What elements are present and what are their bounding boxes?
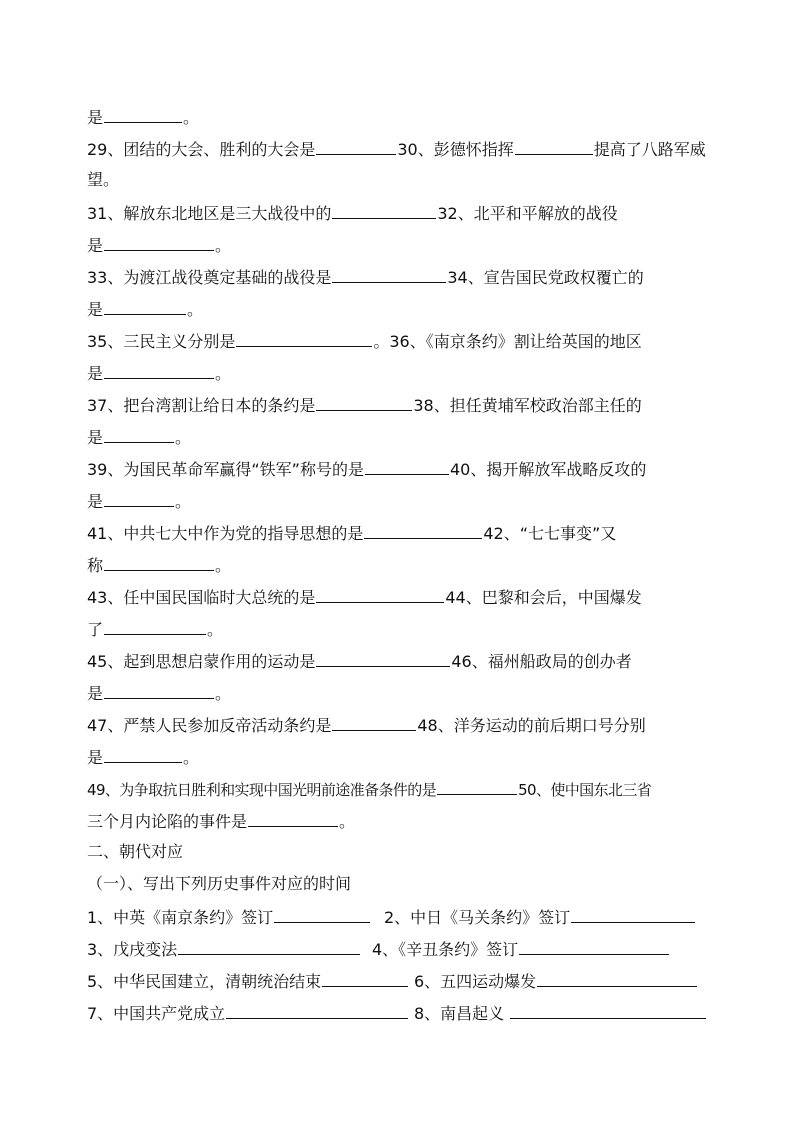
question-41-42 bbox=[87, 522, 707, 544]
question-36-continuation bbox=[87, 362, 707, 384]
date-blank[interactable] bbox=[519, 938, 669, 955]
question-32-continuation bbox=[87, 234, 707, 256]
answer-blank[interactable] bbox=[332, 266, 446, 283]
question-47-48 bbox=[87, 714, 707, 736]
event-label: 3、戊戌变法 bbox=[87, 940, 178, 959]
event-label: 2、中日《马关条约》签订 bbox=[384, 908, 571, 927]
question-text: 47、严禁人民参加反帝活动条约是 bbox=[87, 716, 332, 735]
answer-blank[interactable] bbox=[365, 458, 449, 475]
event-item-7 bbox=[87, 1002, 417, 1024]
event-item-3 bbox=[87, 938, 387, 960]
text: 。 bbox=[187, 300, 204, 319]
text: 。 bbox=[175, 428, 192, 447]
text: 。 bbox=[175, 492, 192, 511]
event-label: 7、中国共产党成立 bbox=[87, 1004, 226, 1023]
question-30-continuation bbox=[87, 170, 707, 192]
event-label: 8、南昌起义 bbox=[414, 1004, 505, 1023]
question-text: 32、北平和平解放的战役 bbox=[437, 204, 618, 223]
text: 称 bbox=[87, 556, 104, 575]
date-blank[interactable] bbox=[178, 938, 360, 955]
answer-blank[interactable] bbox=[332, 202, 436, 219]
question-35-36 bbox=[87, 330, 707, 352]
text: 。 bbox=[183, 748, 200, 767]
event-item-2 bbox=[384, 906, 704, 928]
event-item-1 bbox=[87, 906, 387, 928]
question-text: 33、为渡江战役奠定基础的战役是 bbox=[87, 268, 332, 287]
text: 是 bbox=[87, 684, 104, 703]
question-38-continuation bbox=[87, 426, 707, 448]
answer-blank[interactable] bbox=[332, 714, 416, 731]
question-29-30 bbox=[87, 138, 707, 160]
text: 。 bbox=[339, 812, 356, 831]
question-text: 45、起到思想启蒙作用的运动是 bbox=[87, 652, 316, 671]
question-text: 42、“七七事变”又 bbox=[483, 524, 617, 543]
question-text: 49、为争取抗日胜利和实现中国光明前途准备条件的是 bbox=[87, 781, 437, 799]
question-text: 38、担任黄埔军校政治部主任的 bbox=[413, 396, 642, 415]
question-text: 提高了八路军威 bbox=[593, 140, 706, 159]
event-label: 6、五四运动爆发 bbox=[414, 972, 537, 991]
text: 是 bbox=[87, 108, 104, 127]
question-49-50 bbox=[87, 778, 707, 800]
question-40-continuation bbox=[87, 490, 707, 512]
answer-blank[interactable] bbox=[104, 746, 182, 763]
text: 是 bbox=[87, 428, 104, 447]
event-item-6 bbox=[414, 970, 704, 992]
text: 。 bbox=[215, 364, 232, 383]
answer-blank[interactable] bbox=[236, 330, 372, 347]
question-44-continuation bbox=[87, 618, 707, 640]
question-31-32 bbox=[87, 202, 707, 224]
question-text: 。36、《南京条约》割让给英国的地区 bbox=[373, 332, 642, 351]
answer-blank[interactable] bbox=[104, 106, 182, 123]
question-42-continuation bbox=[87, 554, 707, 576]
text: 是 bbox=[87, 492, 104, 511]
answer-blank[interactable] bbox=[104, 362, 214, 379]
section-subheading: （一）、写出下列历史事件对应的时间 bbox=[87, 874, 352, 893]
answer-blank[interactable] bbox=[104, 298, 186, 315]
question-50-continuation bbox=[87, 810, 707, 832]
question-39-40 bbox=[87, 458, 707, 480]
answer-blank[interactable] bbox=[316, 394, 412, 411]
question-text: 41、中共七大中作为党的指导思想的是 bbox=[87, 524, 364, 543]
text: 。 bbox=[215, 556, 232, 575]
question-28-continuation bbox=[87, 106, 707, 128]
answer-blank[interactable] bbox=[248, 810, 338, 827]
section-heading: 二、朝代对应 bbox=[87, 842, 184, 861]
event-item-4 bbox=[372, 938, 692, 960]
answer-blank[interactable] bbox=[364, 522, 482, 539]
question-43-44 bbox=[87, 586, 707, 608]
answer-blank[interactable] bbox=[316, 650, 450, 667]
event-item-5 bbox=[87, 970, 417, 992]
question-34-continuation bbox=[87, 298, 707, 320]
question-text: 46、福州船政局的创办者 bbox=[451, 652, 632, 671]
question-text: 31、解放东北地区是三大战役中的 bbox=[87, 204, 332, 223]
event-label: 1、中英《南京条约》签订 bbox=[87, 908, 274, 927]
event-label: 5、中华民国建立，清朝统治结束 bbox=[87, 972, 322, 991]
question-text: 37、把台湾割让给日本的条约是 bbox=[87, 396, 316, 415]
question-text: 34、宣告国民党政权覆亡的 bbox=[447, 268, 644, 287]
date-blank[interactable] bbox=[510, 1002, 706, 1019]
question-48-continuation bbox=[87, 746, 707, 768]
date-blank[interactable] bbox=[537, 970, 697, 987]
question-text: 40、揭开解放军战略反攻的 bbox=[449, 460, 647, 479]
text: 。 bbox=[183, 108, 200, 127]
question-33-34 bbox=[87, 266, 707, 288]
text: 。 bbox=[215, 236, 232, 255]
date-blank[interactable] bbox=[322, 970, 408, 987]
date-blank[interactable] bbox=[226, 1002, 408, 1019]
answer-blank[interactable] bbox=[437, 778, 517, 795]
question-text: 50、使中国东北三省 bbox=[518, 781, 652, 799]
question-46-continuation bbox=[87, 682, 707, 704]
date-blank[interactable] bbox=[274, 906, 370, 923]
text: 。 bbox=[215, 684, 232, 703]
answer-blank[interactable] bbox=[104, 618, 206, 635]
date-blank[interactable] bbox=[571, 906, 695, 923]
answer-blank[interactable] bbox=[104, 554, 214, 571]
event-label: 4、《辛丑条约》签订 bbox=[372, 940, 519, 959]
answer-blank[interactable] bbox=[104, 234, 214, 251]
question-text: 48、洋务运动的前后期口号分别 bbox=[417, 716, 646, 735]
question-text: 44、巴黎和会后，中国爆发 bbox=[445, 588, 642, 607]
question-text: 29、团结的大会、胜利的大会是 bbox=[87, 140, 316, 159]
question-text: 43、任中国民国临时大总统的是 bbox=[87, 588, 316, 607]
question-text: 35、三民主义分别是 bbox=[87, 332, 236, 351]
answer-blank[interactable] bbox=[316, 138, 396, 155]
answer-blank[interactable] bbox=[104, 426, 174, 443]
answer-blank[interactable] bbox=[316, 586, 444, 603]
text: 望。 bbox=[87, 170, 120, 189]
answer-blank[interactable] bbox=[104, 682, 214, 699]
text: 是 bbox=[87, 300, 104, 319]
text: 是 bbox=[87, 364, 104, 383]
text: 是 bbox=[87, 236, 104, 255]
question-text: 39、为国民革命军赢得“铁军”称号的是 bbox=[87, 460, 364, 479]
text: 了 bbox=[87, 620, 104, 639]
text: 三个月内论陷的事件是 bbox=[87, 812, 248, 831]
question-37-38 bbox=[87, 394, 707, 416]
answer-blank[interactable] bbox=[104, 490, 174, 507]
event-item-8 bbox=[414, 1002, 708, 1024]
answer-blank[interactable] bbox=[515, 138, 593, 155]
text: 。 bbox=[207, 620, 224, 639]
text: 是 bbox=[87, 748, 104, 767]
question-45-46 bbox=[87, 650, 707, 672]
question-text: 30、彭德怀指挥 bbox=[397, 140, 514, 159]
